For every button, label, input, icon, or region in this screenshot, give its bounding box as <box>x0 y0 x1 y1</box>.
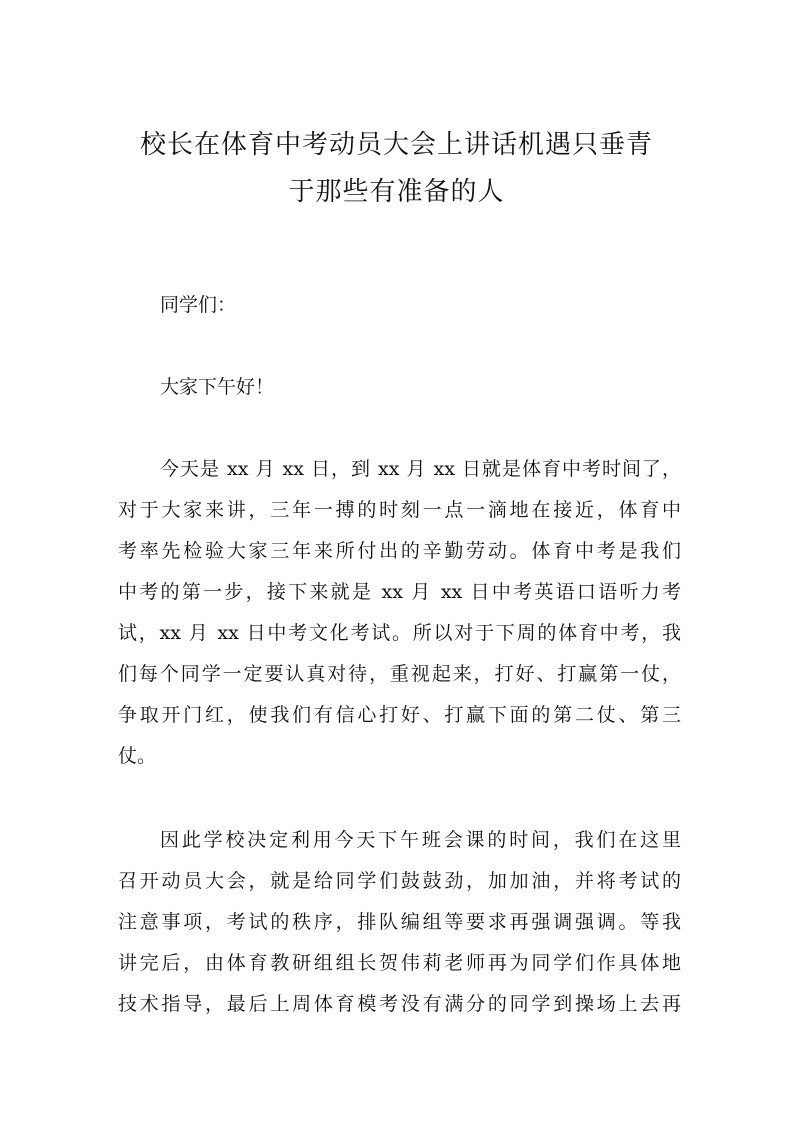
text-line: 技术指导，最后上周体育模考没有满分的同学到操场上去再 <box>118 993 681 1015</box>
text-line: 召开动员大会，就是给同学们鼓鼓劲，加加油，并将考试的 <box>118 870 681 892</box>
text-line: 争取开门红，使我们有信心打好、打赢下面的第二仗、第三 <box>118 704 681 726</box>
salutation: 同学们： <box>160 294 237 316</box>
title-line-2: 于那些有准备的人 <box>288 177 505 207</box>
text-line: 考率先检验大家三年来所付出的辛勤劳动。体育中考是我们 <box>118 540 681 562</box>
title-line-1: 校长在体育中考动员大会上讲话机遇只垂青 <box>139 130 653 160</box>
text-line: 因此学校决定利用今天下午班会课的时间，我们在这里 <box>160 829 681 851</box>
text-line: 试，xx 月 xx 日中考文化考试。所以对于下周的体育中考，我 <box>118 622 681 644</box>
text-line: 仗。 <box>118 745 157 767</box>
text-line: 讲完后，由体育教研组组长贺伟莉老师再为同学们作具体地 <box>118 952 681 974</box>
text-line: 对于大家来讲，三年一搏的时刻一点一滴地在接近，体育中 <box>118 499 681 521</box>
text-line: 注意事项，考试的秩序，排队编组等要求再强调强调。等我 <box>118 911 681 933</box>
text-line: 们每个同学一定要认真对待，重视起来，打好、打赢第一仗， <box>118 663 681 685</box>
text-line: 今天是 xx 月 xx 日，到 xx 月 xx 日就是体育中考时间了， <box>160 458 681 480</box>
greeting: 大家下午好！ <box>160 376 275 398</box>
text-line: 中考的第一步，接下来就是 xx 月 xx 日中考英语口语听力考 <box>118 581 681 603</box>
